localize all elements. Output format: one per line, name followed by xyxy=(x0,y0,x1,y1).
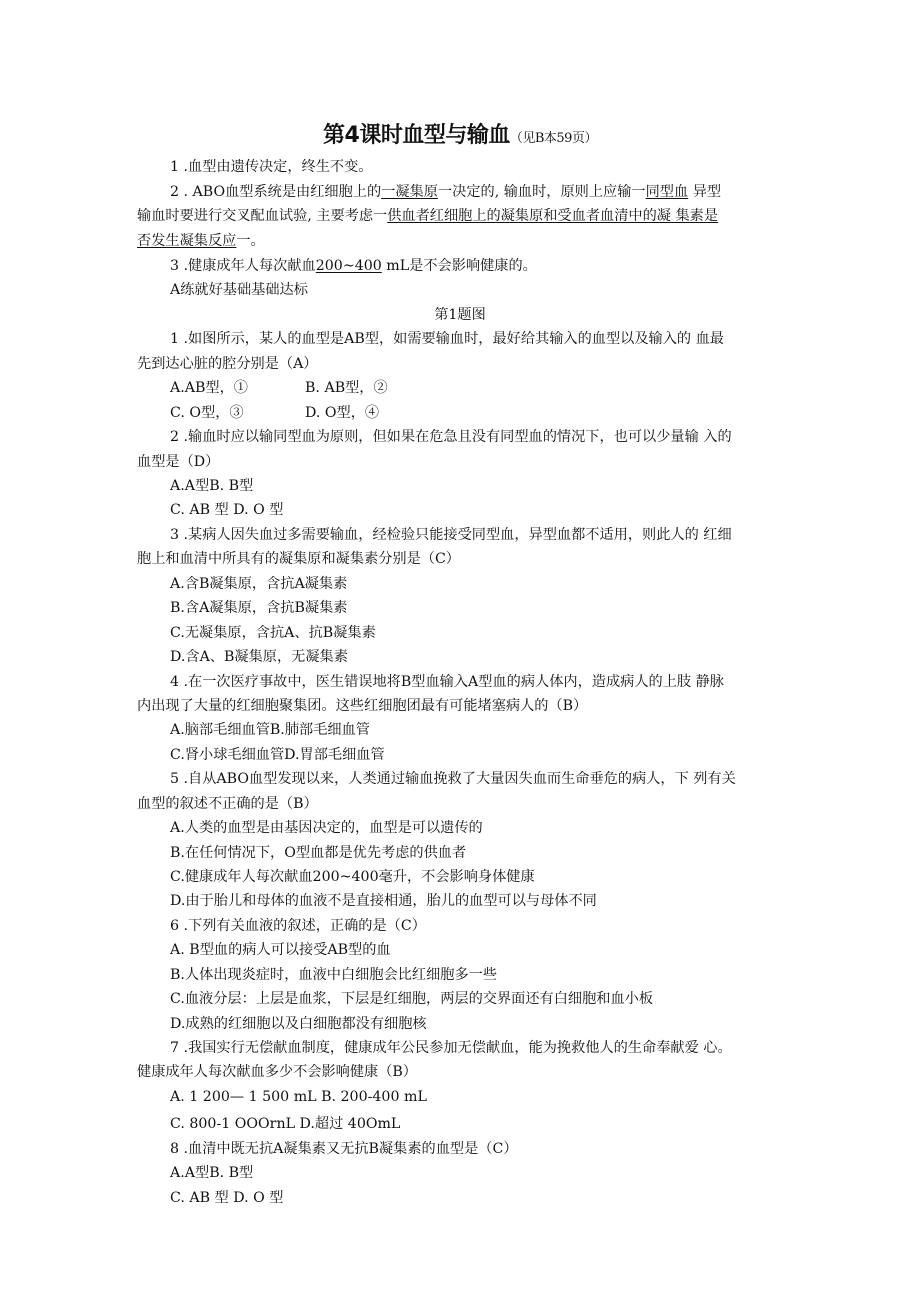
blank-answer: 200~400 xyxy=(315,258,382,274)
question-3-option-a: A.含B凝集原，含抗A凝集素 xyxy=(170,576,348,592)
question-4-options-ab: A.脑部毛细血管B.肺部毛细血管 xyxy=(170,722,370,738)
question-6-option-a: A. B型血的病人可以接受AB型的血 xyxy=(170,942,391,958)
question-6-option-c: C.血液分层：上层是血浆，下层是红细胞，两层的交界面还有白细胞和血小板 xyxy=(170,991,654,1007)
question-5-stem-cont: 血型的叙述不正确的是（B） xyxy=(137,796,318,812)
blank-answer: 否发生凝集反应 xyxy=(137,233,237,249)
question-2-options-ab: A.A型B. B型 xyxy=(170,478,254,494)
question-2-stem: 2 .输血时应以输同型血为原则，但如果在危急且没有同型血的情况下，也可以少量输 入的 xyxy=(170,429,732,445)
question-8-stem: 8 .血清中既无抗A凝集素又无抗B凝集素的血型是（C） xyxy=(170,1141,518,1157)
intro-point-3: 3 .健康成年人每次献血200~400 mL是不会影响健康的。 xyxy=(170,258,537,274)
question-5-option-b: B.在任何情况下，O型血都是优先考虑的供血者 xyxy=(170,845,467,861)
question-6-option-d: D.成熟的红细胞以及白细胞都没有细胞核 xyxy=(170,1016,427,1032)
question-1-option-b: B. AB型，② xyxy=(305,380,388,396)
question-3-option-c: C.无凝集原，含抗A、抗B凝集素 xyxy=(170,625,376,641)
question-4-stem: 4 .在一次医疗事故中，医生错误地将B型血输入A型血的病人体内，造成病人的上肢 静脉 xyxy=(170,674,724,690)
question-4-stem-cont: 内出现了大量的红细胞聚集团。这些红细胞团最有可能堵塞病人的（B） xyxy=(137,698,588,714)
question-2-options-cd: C. AB 型 D. O 型 xyxy=(170,502,284,518)
question-1-option-a: A.AB型，① xyxy=(170,380,248,396)
intro-point-2: 2 . ABO血型系统是由红细胞上的一凝集原一决定的, 输血时，原则上应输一同型血 异型 xyxy=(170,184,722,200)
question-3-option-d: D.含A、B凝集原，无凝集素 xyxy=(170,649,348,665)
intro-point-2-line-2: 输血时要进行交叉配血试验, 主要考虑一供血者红细胞上的凝集原和受血者血清中的凝 集素是 xyxy=(137,208,719,224)
blank-answer: 供血者红细胞上的凝集原和受血者血清中的凝 集素是 xyxy=(387,208,719,224)
blank-answer: 一凝集原 xyxy=(381,184,438,200)
title-main: 第4课时血型与输血 xyxy=(323,123,510,148)
page-title xyxy=(0,118,920,149)
question-1-stem-cont: 先到达心脏的腔分别是（A） xyxy=(137,356,318,372)
question-5-option-d: D.由于胎儿和母体的血液不是直接相通，胎儿的血型可以与母体不同 xyxy=(170,893,597,909)
question-7-options-ab: A. 1 200— 1 500 mL B. 200-400 mL xyxy=(170,1089,427,1105)
question-1-option-d: D. O型，④ xyxy=(305,405,380,421)
question-8-options-cd: C. AB 型 D. O 型 xyxy=(170,1190,284,1206)
section-heading: A练就好基础基础达标 xyxy=(170,282,308,298)
question-1-option-c: C. O型，③ xyxy=(170,405,244,421)
question-5-option-a: A.人类的血型是由基因决定的，血型是可以遗传的 xyxy=(170,820,483,836)
figure-caption: 第1题图 xyxy=(434,307,486,323)
question-1-stem: 1 .如图所示，某人的血型是AB型，如需要输血时，最好给其输入的血型以及输入的 血最 xyxy=(170,331,724,347)
question-6-option-b: B.人体出现炎症时，血液中白细胞会比红细胞多一些 xyxy=(170,967,498,983)
blank-answer: 同型血 xyxy=(645,184,689,200)
question-3-stem: 3 .某病人因失血过多需要输血，经检验只能接受同型血，异型血都不适用，则此人的 红细 xyxy=(170,527,732,543)
question-7-stem: 7 .我国实行无偿献血制度，健康成年公民参加无偿献血，能为挽救他人的生命奉献爱 心。 xyxy=(170,1040,732,1056)
title-page-ref: （见B本59页） xyxy=(509,131,597,146)
question-2-stem-cont: 血型是（D） xyxy=(137,454,220,470)
question-4-options-cd: C.肾小球毛细血管D.胃部毛细血管 xyxy=(170,747,385,763)
question-6-stem: 6 .下列有关血液的叙述，正确的是（C） xyxy=(170,918,426,934)
intro-point-1: 1 .血型由遗传决定，终生不变。 xyxy=(170,159,373,175)
question-7-options-cd: C. 800-1 OOOrnL D.超过 40OmL xyxy=(170,1116,401,1132)
question-8-options-ab: A.A型B. B型 xyxy=(170,1165,254,1181)
question-3-stem-cont: 胞上和血清中所具有的凝集原和凝集素分别是（C） xyxy=(137,551,460,567)
question-5-option-c: C.健康成年人每次献血200~400毫升，不会影响身体健康 xyxy=(170,869,535,885)
question-7-stem-cont: 健康成年人每次献血多少不会影响健康（B） xyxy=(137,1064,417,1080)
intro-point-2-line-3: 否发生凝集反应一。 xyxy=(137,233,265,249)
question-3-option-b: B.含A凝集原，含抗B凝集素 xyxy=(170,600,348,616)
question-5-stem: 5 .自从ABO血型发现以来，人类通过输血挽救了大量因失血而生命垂危的病人，下 列有关 xyxy=(170,771,736,787)
